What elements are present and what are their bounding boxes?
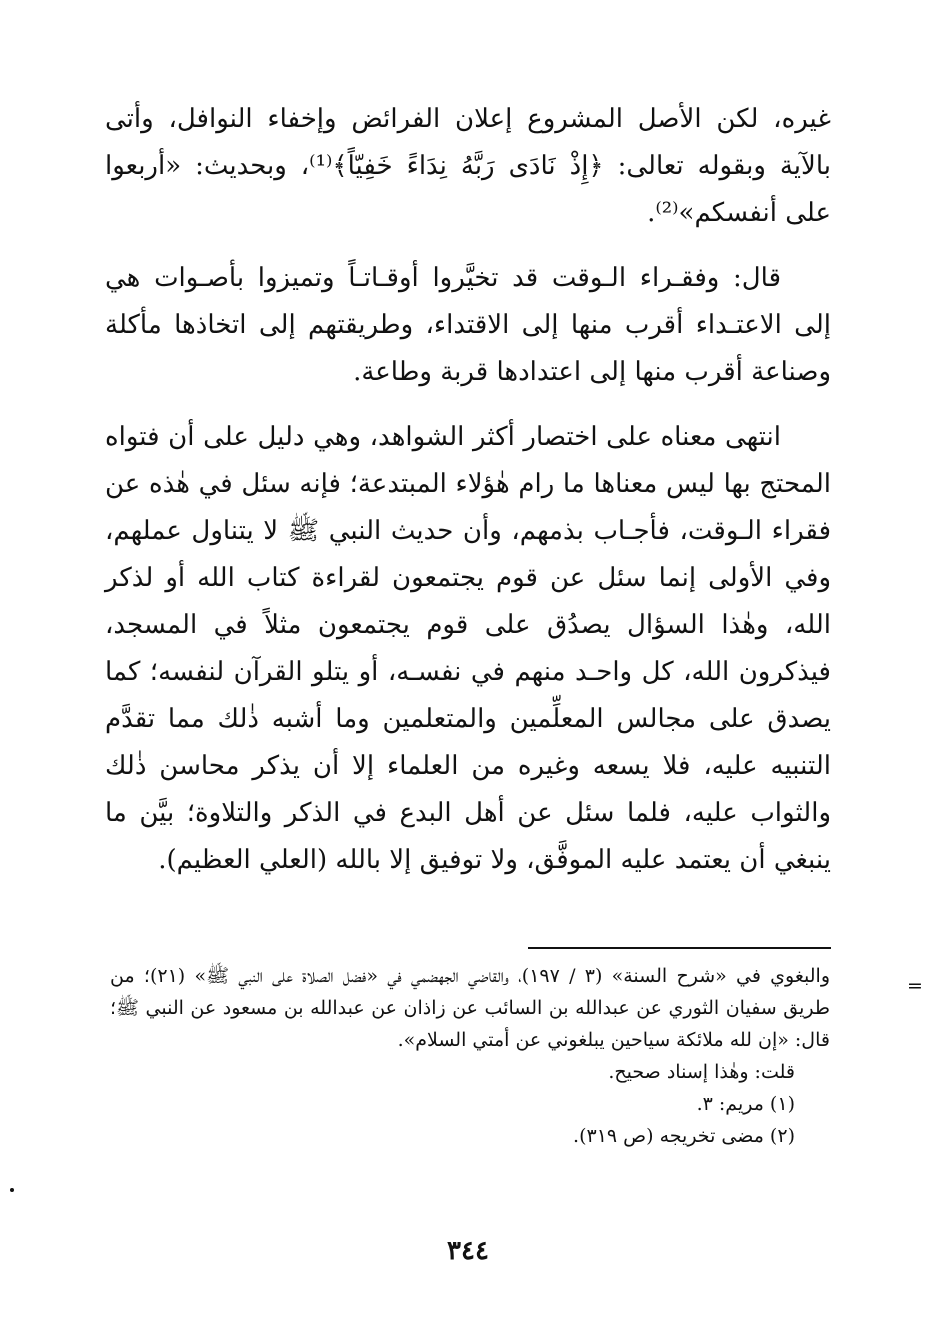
page-number: ٣٤٤	[447, 1236, 489, 1266]
paragraph-fuqara: قال: وفقـراء الـوقت قد تخيَّروا أوقـاتـاً وتميزوا بأصـوات هي إلى الاعتـداء أقرب منها إلى الاقتداء، وطريقتهم إلى اتخاذها مأكلة وصناعة أقرب منها إلى اعتدادها قربة وطاعة.	[105, 263, 831, 387]
margin-dot	[10, 1188, 14, 1192]
footnote-1: (١) مريم: ٣.	[696, 1093, 795, 1115]
footnote-separator	[528, 947, 831, 949]
footnote-note: قلت: وهٰذا إسناد صحيح.	[608, 1061, 795, 1083]
footnote-continuation-mark: =	[907, 975, 923, 997]
paragraph-conclusion: انتهى معناه على اختصار أكثر الشواهد، وهي دليل على أن فتواه المحتج بها ليس معناها ما رام هٰؤلاء المبتدعة؛ فإنه سئل في هٰذه عن فقراء الـوقت، فأجـاب بذمهم، وأن حديث النبي ﷺ لا يتناول عملهم، وفي الأولى إنما سئل عن قوم يجتمعون لقراءة كتاب الله أو لذكر الله، وهٰذا السؤال يصدُق على قوم يجتمعون مثلاً في المسجد، فيذكرون الله، كل واحـد منهم في نفسـه، أو يتلو القرآن لنفسه؛ كما يصدق على مجالس المعلِّمين والمتعلمين وما أشبه ذٰلك مما تقدَّم التنبيه عليه، فلا يسعه وغيره من العلماء إلا أن يذكر محاسن ذٰلك والثواب عليه، فلما سئل عن أهل البدع في الذكر والتلاوة؛ بيَّن ما ينبغي أن يعتمد عليه الموفَّق، ولا توفيق إلا بالله (العلي العظيم).	[105, 422, 831, 875]
main-text	[105, 96, 831, 884]
footnote-2: (٢) مضى تخريجه (ص ٣١٩).	[573, 1125, 795, 1147]
footnote-continuation: والبغوي في «شرح السنة» (٣ / ١٩٧)، والقاضي الجهضمي في «فضل الصلاة على النبي ﷺ» (٢١)؛ من طريق سفيان الثوري عن عبدالله بن السائب عن زاذان عن عبدالله بن مسعود عن النبي ﷺ؛ قال: «إن لله ملائكة سياحين يبلغوني عن أمتي السلام».	[110, 965, 830, 1051]
paragraph-continuation: غيره، لكن الأصل المشروع إعلان الفرائض وإخفاء النوافل، وأتى بالآية وبقوله تعالى: ﴿إِذْ نَادَى رَبَّهُ نِدَاءً خَفِيّاً﴾⁽¹⁾، وبحديث: «أربعوا على أنفسكم»⁽²⁾.	[105, 104, 831, 228]
footnotes	[110, 960, 830, 1152]
